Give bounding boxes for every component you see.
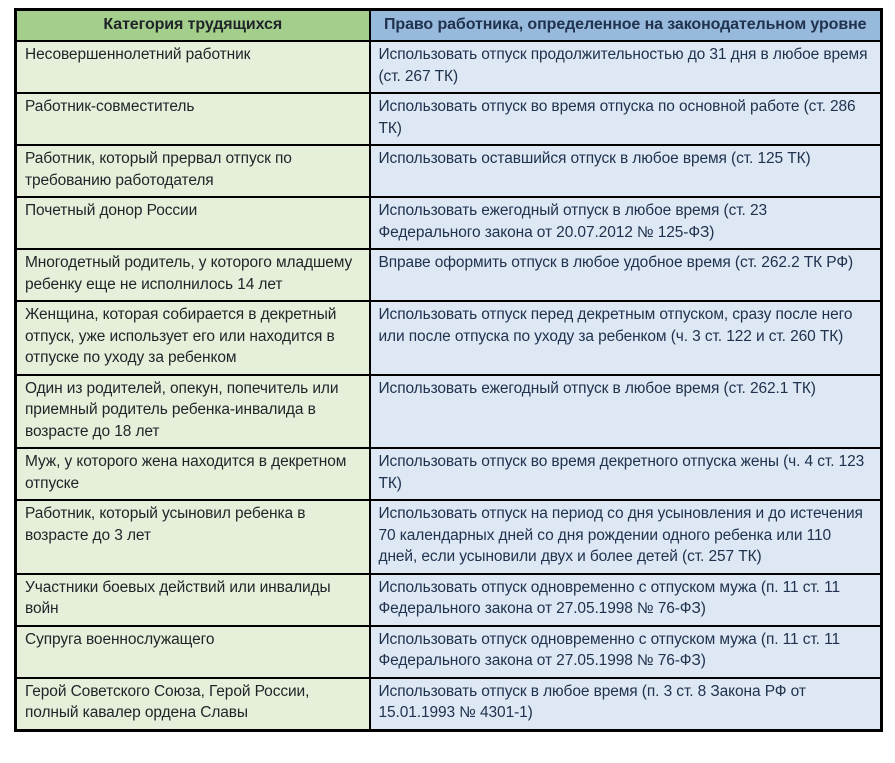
category-cell: Работник, который прервал отпуск по требованию работодателя <box>16 145 370 197</box>
table-row <box>16 448 882 500</box>
right-cell: Использовать отпуск продолжительностью до 31 дня в любое время (ст. 267 ТК) <box>370 41 882 93</box>
right-cell: Использовать отпуск перед декретным отпуском, сразу после него или после отпуска по уходу за ребенком (ч. 3 ст. 122 и ст. 260 ТК) <box>370 301 882 375</box>
table-row <box>16 500 882 574</box>
vacation-rights-table <box>14 8 883 732</box>
table-row <box>16 93 882 145</box>
table-row <box>16 301 882 375</box>
category-cell: Работник, который усыновил ребенка в возрасте до 3 лет <box>16 500 370 574</box>
category-cell: Несовершеннолетний работник <box>16 41 370 93</box>
table-row <box>16 626 882 678</box>
header-row <box>16 10 882 42</box>
right-cell: Вправе оформить отпуск в любое удобное время (ст. 262.2 ТК РФ) <box>370 249 882 301</box>
table-row <box>16 41 882 93</box>
table-row <box>16 678 882 731</box>
category-cell: Один из родителей, опекун, попечитель или приемный родитель ребенка-инвалида в возрасте до 18 лет <box>16 375 370 449</box>
category-cell: Муж, у которого жена находится в декретном отпуске <box>16 448 370 500</box>
category-cell: Герой Советского Союза, Герой России, полный кавалер ордена Славы <box>16 678 370 731</box>
header-right-column: Право работника, определенное на законодательном уровне <box>370 10 882 42</box>
category-cell: Женщина, которая собирается в декретный отпуск, уже использует его или находится в отпуске по уходу за ребенком <box>16 301 370 375</box>
header-category-column: Категория трудящихся <box>16 10 370 42</box>
category-cell: Супруга военнослужащего <box>16 626 370 678</box>
category-cell: Почетный донор России <box>16 197 370 249</box>
table-row <box>16 574 882 626</box>
table-row <box>16 145 882 197</box>
right-cell: Использовать отпуск на период со дня усыновления и до истечения 70 календарных дней со дня рождении одного ребенка или 110 дней, если усыновили двух и более детей (ст. 257 ТК) <box>370 500 882 574</box>
right-cell: Использовать отпуск во время отпуска по основной работе (ст. 286 ТК) <box>370 93 882 145</box>
right-cell: Использовать оставшийся отпуск в любое время (ст. 125 ТК) <box>370 145 882 197</box>
right-cell: Использовать ежегодный отпуск в любое время (ст. 23 Федерального закона от 20.07.2012 № 125-ФЗ) <box>370 197 882 249</box>
right-cell: Использовать отпуск в любое время (п. 3 ст. 8 Закона РФ от 15.01.1993 № 4301-1) <box>370 678 882 731</box>
right-cell: Использовать ежегодный отпуск в любое время (ст. 262.1 ТК) <box>370 375 882 449</box>
table-row <box>16 197 882 249</box>
table-row <box>16 249 882 301</box>
table-row <box>16 375 882 449</box>
category-cell: Участники боевых действий или инвалиды войн <box>16 574 370 626</box>
right-cell: Использовать отпуск одновременно с отпуском мужа (п. 11 ст. 11 Федерального закона от 27.05.1998 № 76-ФЗ) <box>370 626 882 678</box>
category-cell: Многодетный родитель, у которого младшему ребенку еще не исполнилось 14 лет <box>16 249 370 301</box>
right-cell: Использовать отпуск во время декретного отпуска жены (ч. 4 ст. 123 ТК) <box>370 448 882 500</box>
category-cell: Работник-совместитель <box>16 93 370 145</box>
right-cell: Использовать отпуск одновременно с отпуском мужа (п. 11 ст. 11 Федерального закона от 27.05.1998 № 76-ФЗ) <box>370 574 882 626</box>
